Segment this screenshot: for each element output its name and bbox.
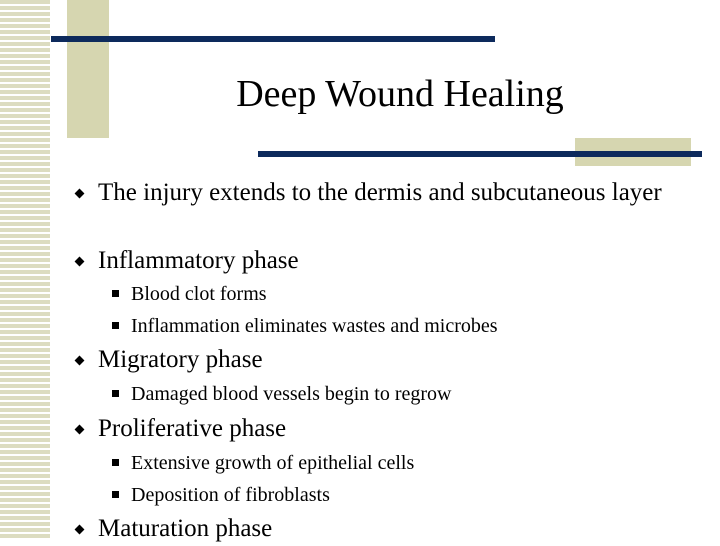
sub-bullet-text: Extensive growth of epithelial cells <box>131 452 415 474</box>
square-bullet-icon <box>112 390 119 397</box>
bullet-item <box>76 343 686 377</box>
diamond-bullet-icon <box>75 425 85 435</box>
bullet-text: Maturation phase <box>98 515 273 542</box>
sub-bullet-item <box>112 481 692 509</box>
diamond-bullet-icon <box>75 525 85 535</box>
diamond-bullet-icon <box>75 356 85 366</box>
slide-title: Deep Wound Healing <box>236 73 564 115</box>
bullet-item <box>76 244 686 278</box>
sub-bullet-text: Blood clot forms <box>131 283 267 305</box>
diamond-bullet-icon <box>75 257 85 267</box>
sub-bullet-item <box>112 380 692 408</box>
bullet-item <box>76 512 686 546</box>
sub-bullet-item <box>112 449 692 477</box>
diamond-bullet-icon <box>75 189 85 199</box>
square-bullet-icon <box>112 290 119 297</box>
bullet-text: The injury extends to the dermis and subcutaneous layer <box>98 179 662 206</box>
sub-bullet-text: Damaged blood vessels begin to regrow <box>131 383 452 405</box>
bullet-item <box>76 412 686 446</box>
square-bullet-icon <box>112 322 119 329</box>
bullet-text: Inflammatory phase <box>98 247 299 274</box>
sub-bullet-item <box>112 312 692 340</box>
sub-bullet-text: Inflammation eliminates wastes and microbes <box>131 315 498 337</box>
bullet-text: Proliferative phase <box>98 415 287 442</box>
square-bullet-icon <box>112 491 119 498</box>
bullet-text: Migratory phase <box>98 346 263 373</box>
sub-bullet-text: Deposition of fibroblasts <box>131 484 330 506</box>
sub-bullet-item <box>112 280 692 308</box>
square-bullet-icon <box>112 459 119 466</box>
bullet-item <box>76 176 686 210</box>
